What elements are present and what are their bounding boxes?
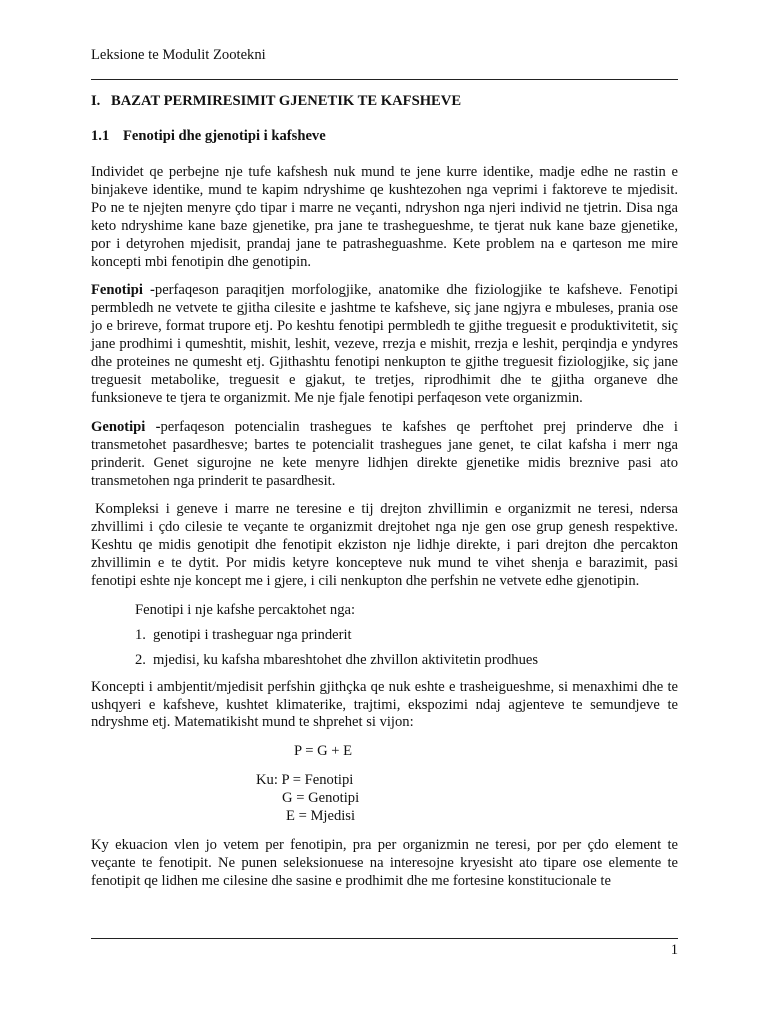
formula-def-p: Ku: P = Fenotipi [256, 772, 354, 789]
footer-divider [91, 938, 678, 939]
formula-def-g: G = Genotipi [282, 790, 360, 807]
determinants-list [135, 627, 678, 670]
formula-equation: P = G + E [294, 743, 353, 760]
formula-block [91, 743, 678, 826]
chapter-number: I. [91, 93, 101, 109]
list-intro: Fenotipi i nje kafshe percaktohet nga: [135, 601, 356, 618]
paragraph-individuals: Individet qe perbejne nje tufe kafshesh nuk mund te jene kurre identike, madje edhe ne rastin e binjakeve identike, mund te kapim ndryshime qe kushtezohen nga veprimi i faktoreve te mjedisit. Po ne te njejten menyre çdo tipar i marre ne veçanti, ndryshon nga njeri individ ne tjetrin. Disa nga keto ndryshime kane baze gjenetike, pra jane te trashegueshme, te tjerat nuk kane baze gjenetike, por i detyrohen mjedisit, prandaj jane te patrasheguashme. Kete problem na e qarteson me mire koncepti mbi fenotipin dhe genotipin. [91, 164, 678, 270]
term-genotipi: Genotipi - [91, 418, 161, 435]
header-divider [91, 79, 678, 80]
body-text [91, 164, 678, 902]
paragraph-ambjenti: Koncepti i ambjentit/mjedisit perfshin gjithçka qe nuk eshte e trasheigueshme, si menaxhimi dhe te ushqyeri e kafsheve, kushtet klimaterike, trajtimi, ekspozimi ndaj agjenteve te semundjeve te ndryshme etj. Matematikisht mund te shprehet si vijon: [91, 678, 678, 731]
section-number: 1.1 [91, 128, 110, 144]
formula-def-e: E = Mjedisi [286, 808, 356, 825]
list-item [135, 652, 678, 670]
paragraph-kompleksi: Kompleksi i geneve i marre ne teresine e tij drejton zhvillimin e organizmit ne teresi, ndersa zhvillimi i çdo cilesie te veçante te organizmit drejtohet nga nje gen ose grup genesh respektive. Keshtu qe midis genotipit dhe fenotipit ekziston nje lidhje direkte, i pari drejton dhe percakton zhvillimin e te dytit. Por midis ketyre koncepteve nuk mund te vihet shenja e barazimit, pasi fenotipi eshte nje koncept me i gjere, i cili nenkupton dhe perfshin ne vetvete edhe gjenotipin. [91, 501, 678, 590]
paragraph-ekuacion: Ky ekuacion vlen jo vetem per fenotipin, pra per organizmin ne teresi, por per çdo element te veçante te fenotipit. Ne punen seleksionuese na interesojne kryesisht ato tipare ose elemente te fenotipit qe lidhen me cilesine dhe sasine e prodhimit dhe me fortesine konstitucionale te [91, 837, 678, 889]
paragraph-genotipi-text: perfaqeson potencialin trashegues te kafshes qe perftohet prej prinderve dhe i transmetohet pasardhesve; bartes te potencialit trashegues jane genet, te cilat kafsha i merr nga prinderit. Genet sigurojne ne kete menyre lidhjen direkte gjenetike midis breznive pasi ato transmetohen nga prinderit te pasardhesit. [91, 418, 678, 489]
list-item-text: genotipi i trasheguar nga prinderit [153, 626, 352, 643]
page-number: 1 [670, 942, 678, 958]
list-item-number: 1. [135, 626, 146, 643]
running-header: Leksione te Modulit Zootekni [91, 47, 266, 63]
chapter-heading [91, 93, 461, 110]
chapter-title: BAZAT PERMIRESIMIT GJENETIK TE KAFSHEVE [111, 93, 462, 109]
paragraph-fenotipi-text: perfaqeson paraqitjen morfologjike, anatomike dhe fiziologjike te kafsheve. Fenotipi permbledh ne vetvete te gjitha cilesite e jashtme te kafsheve, siç jane ngjyra e mbuleses, prania ose jo e brireve, format trupore etj. Po keshtu fenotipi permbledh te gjithe treguesit e produktivitetit, siç jane prodhimi i qumeshtit, mishit, leshit, vezeve, rrezja e mishit, rrezja e leshit, perqindja e yndyres dhe proteines ne qumesht etj. Gjithashtu fenotipi nenkupton te gjithe treguesit fiziologjike, siç jane treguesit metabolike, treguesit e gjakut, te tretjes, riprodhimit dhe te gjitha organeve dhe funksioneve te tjera te organizmit. Me nje fjale fenotipi perfaqeson vete organizmin. [91, 282, 678, 406]
section-heading [91, 128, 326, 145]
term-fenotipi: Fenotipi - [91, 282, 155, 299]
section-title: Fenotipi dhe gjenotipi i kafsheve [123, 128, 326, 144]
paragraph-fenotipi [91, 282, 678, 407]
list-item [135, 627, 678, 645]
list-item-number: 2. [135, 651, 146, 668]
list-item-text: mjedisi, ku kafsha mbareshtohet dhe zhvillon aktivitetin prodhues [153, 651, 539, 668]
document-page [91, 0, 678, 1024]
paragraph-genotipi [91, 419, 678, 491]
